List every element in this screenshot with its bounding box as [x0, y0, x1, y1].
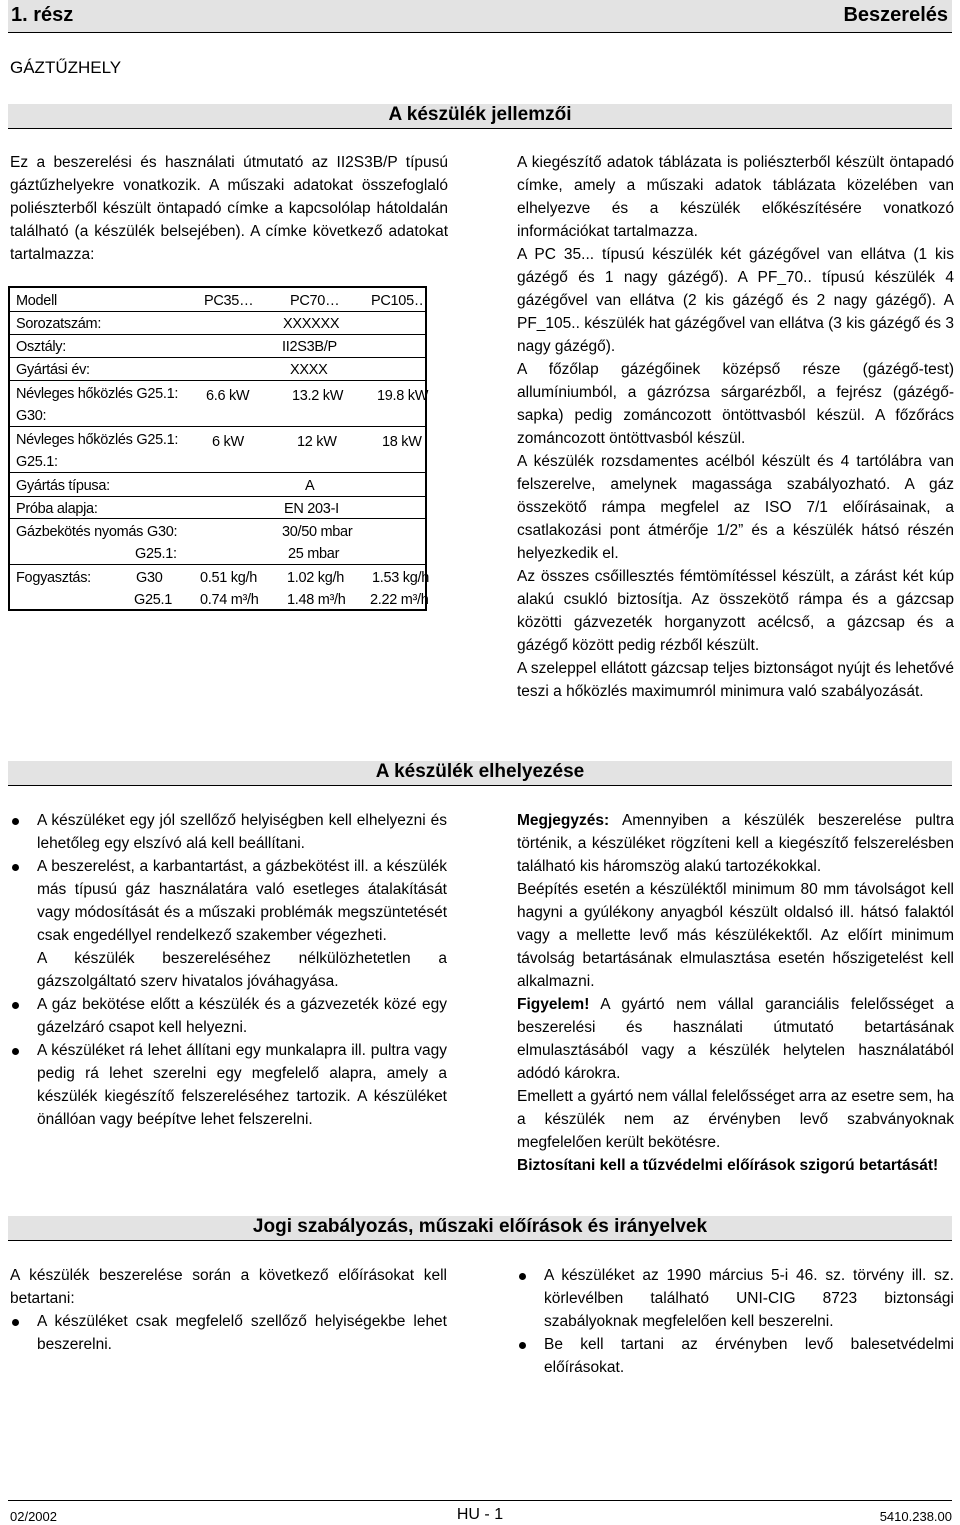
- note-label: Megjegyzés:: [517, 812, 610, 829]
- part-label: 1. rész: [11, 4, 74, 26]
- class-value: II2S3B/P: [282, 339, 337, 355]
- footer-date: 02/2002: [10, 1509, 57, 1524]
- features-bar: [8, 104, 952, 129]
- cons-g25-3: 2.22 m³/h: [370, 592, 429, 608]
- cons-g25-1: 0.74 m³/h: [200, 592, 259, 608]
- bullet-icon: [12, 1319, 19, 1326]
- features-intro: Ez a beszerelési és használati útmutató az II2S3B/P típusú gáztűzhelyekre vonatkozik. A műszaki adatokat összefoglaló poliészterből készült öntapadó címke a kapcsolólap hátoldalán található (a készülék belsejében). A címke következő adatokat tartalmazza:: [10, 154, 448, 263]
- list-item: Be kell tartani az érvényben levő balesetvédelmi előírásokat.: [517, 1333, 954, 1379]
- basis-value: EN 203-I: [284, 501, 339, 517]
- bullet-icon: [12, 1002, 19, 1009]
- legal-title: Jogi szabályozás, műszaki előírások és irányelvek: [252, 1216, 708, 1237]
- product-title: GÁZTŰZHELY: [10, 58, 122, 77]
- model-label: Modell: [16, 293, 57, 309]
- legal-left: [10, 1264, 447, 1356]
- type-value: A: [305, 478, 315, 494]
- cons-g25-2: 1.48 m³/h: [287, 592, 346, 608]
- pressure-g25-label: G25.1:: [135, 546, 177, 562]
- cons-g30-label: G30: [136, 570, 163, 586]
- basis-label: Próba alapja:: [16, 501, 98, 517]
- heat-label-1: Névleges hőközlés G25.1:: [16, 386, 179, 402]
- section-label: Beszerelés: [843, 4, 948, 26]
- list-item: A gáz bekötése előtt a készülék és a gázvezeték közé egy gázelzáró csapot kell helyezni.: [10, 993, 447, 1039]
- spec-table: [8, 286, 427, 611]
- heat-g30-3: 18 kW: [382, 434, 422, 450]
- bullet-icon: [12, 818, 19, 825]
- heat2-label-2: G25.1:: [16, 454, 58, 470]
- features-right: [517, 151, 954, 703]
- list-item: A készüléket az 1990 március 5-i 46. sz. törvény ill. sz. körlevélben található UNI-CIG 8723 biztonsági szabályoknak megfelelően kell beszerelni.: [517, 1264, 954, 1333]
- heat-label-2: G30:: [16, 408, 47, 424]
- bullet-icon: [12, 1048, 19, 1055]
- heat-g30-2: 12 kW: [297, 434, 337, 450]
- type-label: Gyártás típusa:: [16, 478, 110, 494]
- footer-divider: [8, 1500, 952, 1501]
- heat-g25-2: 13.2 kW: [292, 388, 344, 404]
- pressure-label: Gázbekötés nyomás: [16, 524, 144, 540]
- features-para-2: A PC 35... típusú készülék két gázégővel van ellátva (1 kis gázégő és 1 nagy gázégő). A PF_70.. típusú készülék 4 gázégővel van ellátva (2 kis gázégő és 2 nagy gázégő). A PF_105.. készülék hat gázégővel van ellátva (3 kis gázégő és 3 nagy gázégő).: [517, 246, 954, 355]
- features-para-6: A szeleppel ellátott gázcsap teljes biztonságot nyújt és lehetővé teszi a hőközlés maximumról minimura való szabályozását.: [517, 660, 954, 700]
- pressure-g30-label: G30:: [147, 524, 178, 540]
- liability-paragraph: Emellett a gyártó nem vállal felelősséget arra az esetre sem, ha a készülék nem az érvényben levő szabványoknak megfelelően került bekötésre.: [517, 1088, 954, 1151]
- footer-code: 5410.238.00: [879, 1509, 952, 1524]
- list-item: A készüléket egy jól szellőző helyiségben kell elhelyezni és lehetőleg egy elszívó alá kell beállítani.: [10, 809, 447, 855]
- footer-page: HU - 1: [456, 1506, 504, 1523]
- features-para-3: A főzőlap gázégőinek középső része (gázégő-test) allumíniumból, a gázrózsa sárgarézből, a fejrész (gázégő-sapka) pedig zománcozott öntöttvasból készül. A főzőrács zománcozott öntöttvasból készül.: [517, 361, 954, 447]
- legal-intro: A készülék beszerelése során a következő előírásokat kell betartani:: [10, 1267, 447, 1307]
- model-1: PC35…: [204, 293, 254, 309]
- features-title: A készülék jellemzői: [388, 104, 572, 125]
- heat-g30-1: 6 kW: [212, 434, 244, 450]
- placement-right: [517, 809, 954, 1177]
- cons-g30-3: 1.53 kg/h: [372, 570, 429, 586]
- fire-safety-text: Biztosítani kell a tűzvédelmi előírások szigorú betartását!: [517, 1157, 939, 1174]
- placement-title: A készülék elhelyezése: [375, 761, 585, 782]
- builtin-paragraph: Beépítés esetén a készüléktől minimum 80 mm távolságot kell hagyni a gyúlékony anyagból készült oldalsó ill. hátsó falaktól vagy a mellette levő más készülékektől. Az előírt minimum távolság betartásának elmulasztása esetén hőszigetelést kell alkalmazni.: [517, 881, 954, 990]
- heat2-label-1: Névleges hőközlés G25.1:: [16, 432, 179, 448]
- pressure-g25-value: 25 mbar: [288, 546, 340, 562]
- legal-right: [517, 1264, 954, 1379]
- pressure-g30-value: 30/50 mbar: [282, 524, 353, 540]
- bullet-icon: [12, 864, 19, 871]
- legal-bar: [8, 1216, 952, 1241]
- list-item: A készüléket rá lehet állítani egy munkalapra ill. pultra vagy pedig rá lehet szerelni egy megfelelő alapra, amely a készülék kiegészítő felszereléséhez tartozik. A készüléket önállóan vagy beépítve lehet felszerelni.: [10, 1039, 447, 1131]
- serial-value: XXXXXX: [283, 316, 340, 332]
- list-item: A készüléket csak megfelelő szellőző helyiségekbe lehet beszerelni.: [10, 1310, 447, 1356]
- cons-g25-label: G25.1: [134, 592, 172, 608]
- cons-g30-1: 0.51 kg/h: [200, 570, 257, 586]
- list-item: A beszerelést, a karbantartást, a gázbekötést ill. a készülék más típusú gáz használatára való esetleges átalakítását vagy módosítását és a műszaki problémák megszüntetését csak engedéllyel rendelkező szakember végezheti. A készülék beszereléséhez nélkülözhetetlen a gázszolgáltató szerv hivatalos jóváhagyása.: [10, 855, 447, 993]
- placement-left: [10, 809, 447, 1131]
- model-2: PC70…: [290, 293, 340, 309]
- year-value: XXXX: [290, 362, 328, 378]
- bullet-icon: [519, 1342, 526, 1349]
- note-paragraph: Megjegyzés: Amennyiben a készülék beszerelése pultra történik, a készüléket rögzíteni kell a kiegészítő felszerelésben található kis háromszög alakú tartozékokkal.: [517, 812, 954, 875]
- model-3: PC105…: [371, 293, 429, 309]
- cons-g30-2: 1.02 kg/h: [287, 570, 344, 586]
- serial-label: Sorozatszám:: [16, 316, 102, 332]
- features-para-1: A kiegészítő adatok táblázata is poliészterből készült öntapadó címke, amely a műszaki adatok táblázata közelében van elhelyezve és a készülék előkészítésére vonatkozó információkat tartalmazza.: [517, 154, 954, 240]
- warning-paragraph: Figyelem! A gyártó nem vállal garanciális felelősséget a beszerelési és használati útmutató betartásának elmulasztásából vagy a készülék helytelen használatából adódó károkra.: [517, 996, 954, 1082]
- cons-label: Fogyasztás:: [16, 570, 91, 586]
- features-para-5: Az összes csőillesztés fémtömítéssel készült, a zárást két kúp alakú csukló biztosítja. Az összekötő rámpa és a gázcsap közötti gázvezeték horganyzott acélcső, a gázcsap és a gázégő között pedig rézből készült.: [517, 568, 954, 654]
- year-label: Gyártási év:: [16, 362, 90, 378]
- features-para-4: A készülék rozsdamentes acélból készült és 4 tartólábra van felszerelve, amelynek magassága szabályozható. A gáz összekötő rámpa megfelel az ISO 7/1 előírásainak, a csatlakozási pont átmérője 1/2” és a készülék hátsó részén helyezkedik el.: [517, 453, 954, 562]
- class-label: Osztály:: [16, 339, 66, 355]
- warning-label: Figyelem!: [517, 996, 590, 1013]
- page-header: [8, 0, 952, 33]
- heat-g25-1: 6.6 kW: [206, 388, 250, 404]
- approval-text: A készülék beszereléséhez nélkülözhetetlen a gázszolgáltató szerv hivatalos jóváhagyása.: [37, 950, 447, 990]
- heat-g25-3: 19.8 kW: [377, 388, 429, 404]
- placement-bar: [8, 761, 952, 786]
- bullet-icon: [519, 1273, 526, 1280]
